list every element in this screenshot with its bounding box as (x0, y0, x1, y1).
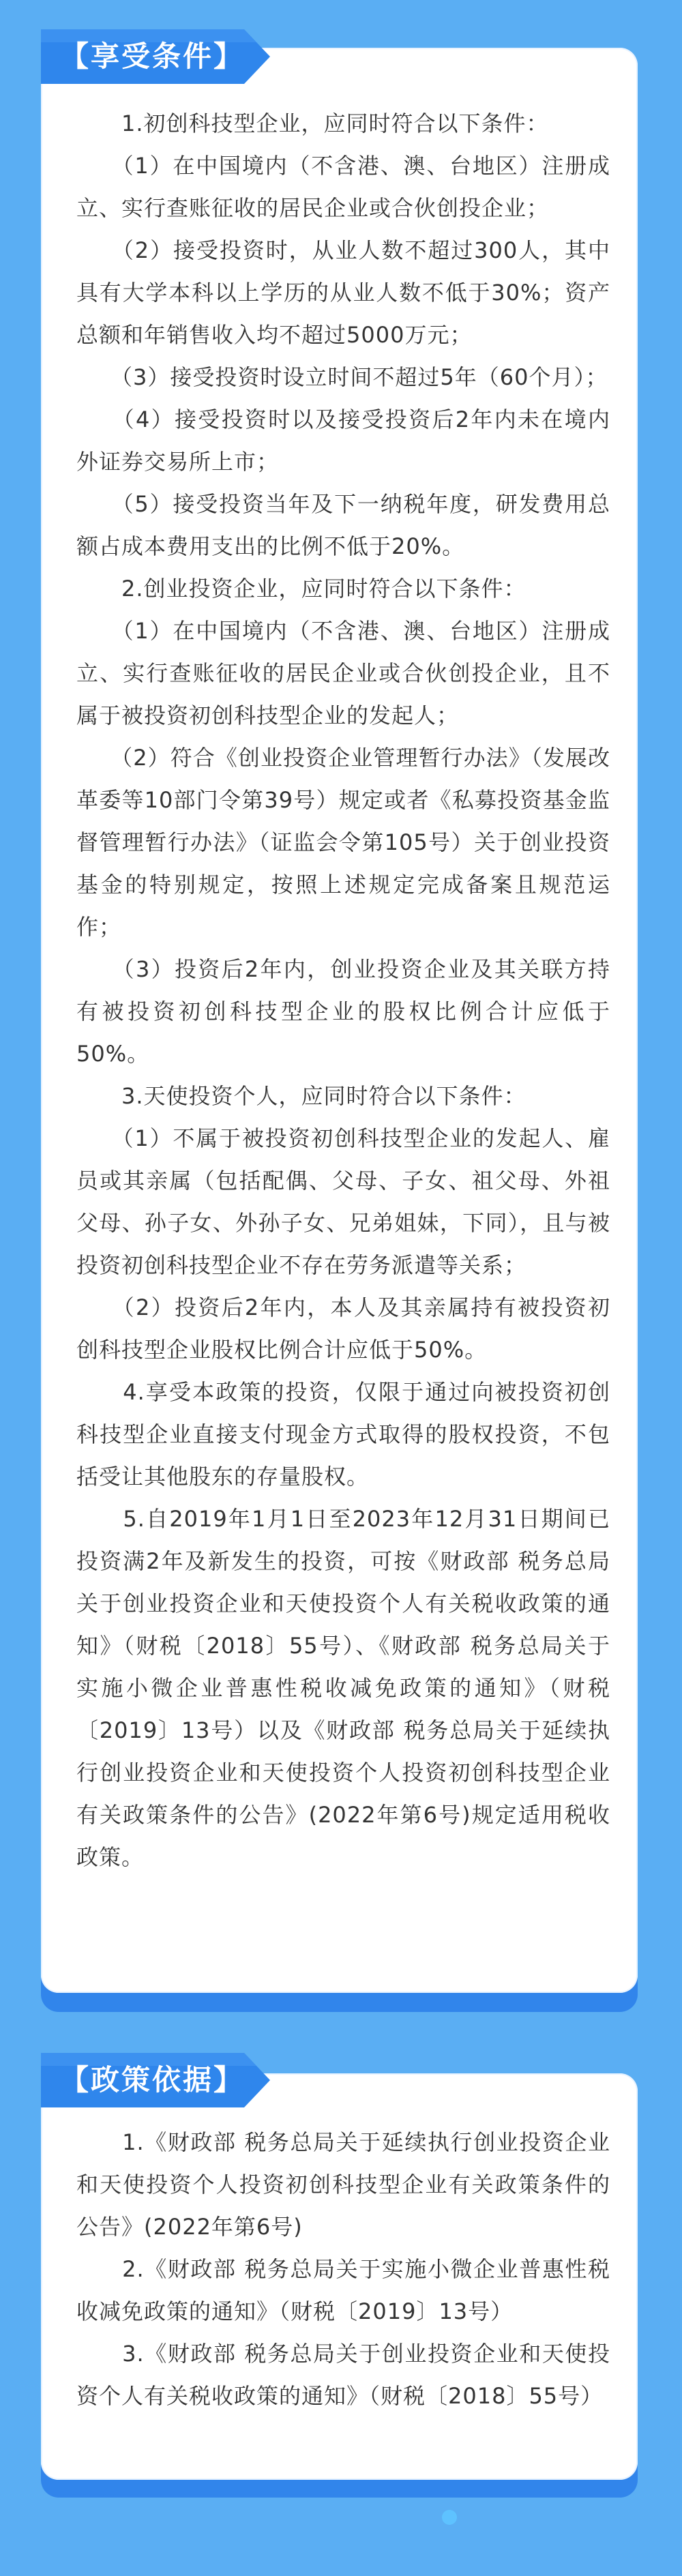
conditions-paragraph: （3）投资后2年内，创业投资企业及其关联方持有被投资初创科技型企业的股权比例合计应低于50%。 (76, 956, 610, 1067)
conditions-paragraph: （1）在中国境内（不含港、澳、台地区）注册成立、实行查账征收的居民企业或合伙创投企业； (76, 153, 610, 221)
conditions-paragraph: （2）符合《创业投资企业管理暂行办法》（发展改革委等10部门令第39号）规定或者《私募投资基金监督管理暂行办法》（证监会令第105号）关于创业投资基金的特别规定，按照上述规定完成备案且规范运作； (76, 745, 610, 940)
conditions-paragraph: （3）接受投资时设立时间不超过5年（60个月）； (76, 364, 608, 390)
conditions-tag (41, 29, 273, 84)
decorative-dot (442, 2510, 457, 2525)
policy-basis-tag-label: 【政策依据】 (60, 2063, 245, 2097)
conditions-paragraph: （2）接受投资时，从业人数不超过300人，其中具有大学本科以上学历的从业人数不低于30%；资产总额和年销售收入均不超过5000万元； (76, 237, 610, 348)
conditions-paragraph: （1）在中国境内（不含港、澳、台地区）注册成立、实行查账征收的居民企业或合伙创投企业，且不属于被投资初创科技型企业的发起人； (76, 618, 610, 728)
policy-basis-tag (41, 2053, 273, 2107)
conditions-paragraph: （1）不属于被投资初创科技型企业的发起人、雇员或其亲属（包括配偶、父母、子女、祖父母、外祖父母、孙子女、外孙子女、兄弟姐妹，下同），且与被投资初创科技型企业不存在劳务派遣等关系； (76, 1125, 610, 1278)
conditions-paragraph: 4.享受本政策的投资，仅限于通过向被投资初创科技型企业直接支付现金方式取得的股权投资，不包括受让其他股东的存量股权。 (76, 1379, 610, 1490)
conditions-paragraph: （5）接受投资当年及下一纳税年度，研发费用总额占成本费用支出的比例不低于20%。 (76, 491, 610, 559)
policy-basis-paragraph: 1.《财政部 税务总局关于延续执行创业投资企业和天使投资个人投资初创科技型企业有关政策条件的公告》(2022年第6号) (76, 2129, 610, 2240)
policy-basis-content (76, 2121, 610, 2417)
conditions-paragraph: （2）投资后2年内，本人及其亲属持有被投资初创科技型企业股权比例合计应低于50%。 (76, 1294, 610, 1363)
policy-basis-paragraph: 3.《财政部 税务总局关于创业投资企业和天使投资个人有关税收政策的通知》（财税〔2018〕55号） (76, 2341, 610, 2409)
conditions-content (76, 102, 610, 1878)
conditions-paragraph: （4）接受投资时以及接受投资后2年内未在境内外证券交易所上市； (76, 406, 610, 475)
conditions-paragraph: 5.自2019年1月1日至2023年12月31日期间已投资满2年及新发生的投资，可按《财政部 税务总局关于创业投资企业和天使投资个人有关税收政策的通知》（财税〔2018〕55号）、《财政部 税务总局关于实施小微企业普惠性税收减免政策的通知》（财税〔2019〕13号）以及《财政部 税务总局关于延续执行创业投资企业和天使投资个人投资初创科技型企业有关政策条件的公告》(2022年第6号)规定适用税收政策。 (76, 1506, 610, 1870)
conditions-paragraph: 2.创业投资企业，应同时符合以下条件： (76, 576, 527, 602)
conditions-paragraph: 3.天使投资个人，应同时符合以下条件： (76, 1083, 527, 1109)
conditions-paragraph: 1.初创科技型企业，应同时符合以下条件： (76, 110, 549, 136)
policy-basis-paragraph: 2.《财政部 税务总局关于实施小微企业普惠性税收减免政策的通知》（财税〔2019〕13号） (76, 2256, 610, 2324)
conditions-tag-label: 【享受条件】 (60, 40, 245, 73)
